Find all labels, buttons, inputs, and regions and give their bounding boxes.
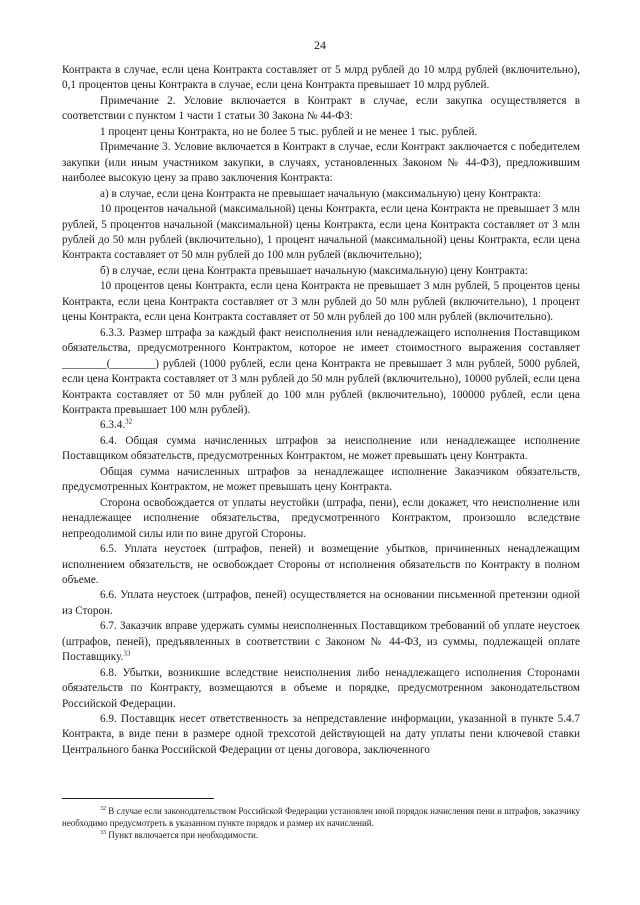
paragraph-note-2-rate: 1 процент цены Контракта, но не более 5 тыс. рублей и не менее 1 тыс. рублей. [100,125,478,138]
footnote-ref-32: 32 [125,417,133,426]
clause-6-3-3: 6.3.3. Размер штрафа за каждый факт неисполнения или ненадлежащего исполнения Поставщиком обязательства, предусмотренного Контрактом, которое не имеет стоимостного выражения составляет ________(________) рублей (1000 рублей, если цена Контракта не превышает 3 млн рублей, 5000 рублей, если цена Контракта составляет от 3 млн рублей до 50 млн рублей (включительно), 10000 рублей, если цена Контракта составляет от 50 млн рублей до 100 млн рублей (включительно), 100000 рублей, если цена Контракта превышает 100 млн рублей). [62,326,580,416]
footnote-32 [62,805,580,829]
clause-6-4: 6.4. Общая сумма начисленных штрафов за неисполнение или ненадлежащее исполнение Поставщиком обязательств, предусмотренных Контрактом, не может превышать цену Контракта. [62,434,580,463]
footnote-33 [62,829,580,841]
clause-6-4-force-majeure: Сторона освобождается от уплаты неустойки (штрафа, пени), если докажет, что неисполнение или ненадлежащее исполнение обязательства, предусмотренного Контрактом, произошло вследствие непреодолимой силы или по вине другой Стороны. [62,496,580,540]
clause-6-3-4 [62,418,580,433]
clause-6-4-customer-limit: Общая сумма начисленных штрафов за ненадлежащее исполнение Заказчиком обязательств, предусмотренных Контрактом, не может превышать цену Контракта. [62,465,580,494]
paragraph-contract-price-continuation: Контракта в случае, если цена Контракта составляет от 5 млрд рублей до 10 млрд рублей (включительно), 0,1 процентов цены Контракта в случае, если цена Контракта превышает 10 млрд рублей. [62,64,580,92]
footnote-text: Пункт включается при необходимости. [108,830,259,841]
paragraph-case-a: а) в случае, если цена Контракта не превышает начальную (максимальную) цену Контракта: [100,187,542,200]
document-body [62,63,580,758]
paragraph-note-3: Примечание 3. Условие включается в Контракт в случае, если Контракт заключается с победителем закупки (или иным участником закупки, в случаях, установленных Законом № 44-ФЗ), предложившим наиболее высокую цену за право заключения Контракта: [62,141,580,185]
footnote-text: В случае если законодательством Российской Федерации установлен иной порядок начисления пени и штрафов, заказчику необходимо предусмотреть в указанном пункте порядок и размер их начислений. [62,806,581,829]
clause-6-3-4-text: 6.3.4. [100,419,126,432]
paragraph-case-a-rates: 10 процентов начальной (максимальной) цены Контракта, если цена Контракта не превышает 3 млн рублей, 5 процентов начальной (максимальной) цены Контракта, если цена Контракта составляет от 3 млн рублей до 50 млн рублей (включительно), 1 процент начальной (максимальной) цены Контракта, если цена Контракта составляет от 50 млн рублей до 100 млн рублей (включительно); [62,203,580,262]
paragraph-note-2: Примечание 2. Условие включается в Контракт в случае, если закупка осуществляется в соответствии с пунктом 1 части 1 статьи 30 Закона № 44-ФЗ: [62,94,580,123]
footnote-number: 33 [100,830,106,837]
clause-6-7-text: 6.7. Заказчик вправе удержать суммы неисполненных Поставщиком требований об уплате неустоек (штрафов, пеней), предъявленных в соответствии с Законом № 44-ФЗ, из суммы, подлежащей оплате Поставщику. [62,620,580,664]
clause-6-6: 6.6. Уплата неустоек (штрафов, пеней) осуществляется на основании письменной претензии одной из Сторон. [62,589,580,617]
page-number: 24 [314,38,326,52]
clause-6-5: 6.5. Уплата неустоек (штрафов, пеней) и возмещение убытков, причиненных ненадлежащим исполнением обязательств, не освобождает Стороны от исполнения обязательств по Контракту в полном объеме. [62,543,580,586]
paragraph-case-b: б) в случае, если цена Контракта превышает начальную (максимальную) цену Контракта: [100,264,529,277]
clause-6-9: 6.9. Поставщик несет ответственность за непредставление информации, указанной в пункте 5.4.7 Контракта, в виде пени в размере одной трехсотой действующей на дату уплаты пени ключевой ставки Центрального банка Российской Федерации от цены договора, заключенного [62,713,580,756]
footnote-ref-33: 33 [123,649,131,658]
footnote-divider [62,798,214,799]
footnote-number: 32 [100,806,106,812]
footnotes [62,805,580,842]
clause-6-7 [62,619,580,665]
paragraph-case-b-rates: 10 процентов цены Контракта, если цена Контракта не превышает 3 млн рублей, 5 процентов цены Контракта, если цена Контракта составляет от 3 млн рублей до 50 млн рублей (включительно), 1 процент цены Контракта, если цена Контракта составляет от 50 млн рублей до 100 млн рублей (включительно). [62,280,580,324]
clause-6-8: 6.8. Убытки, возникшие вследствие неисполнения либо ненадлежащего исполнения Сторонами обязательств по Контракту, возмещаются в объеме и порядке, предусмотренном законодательством Российской Федерации. [62,666,580,710]
